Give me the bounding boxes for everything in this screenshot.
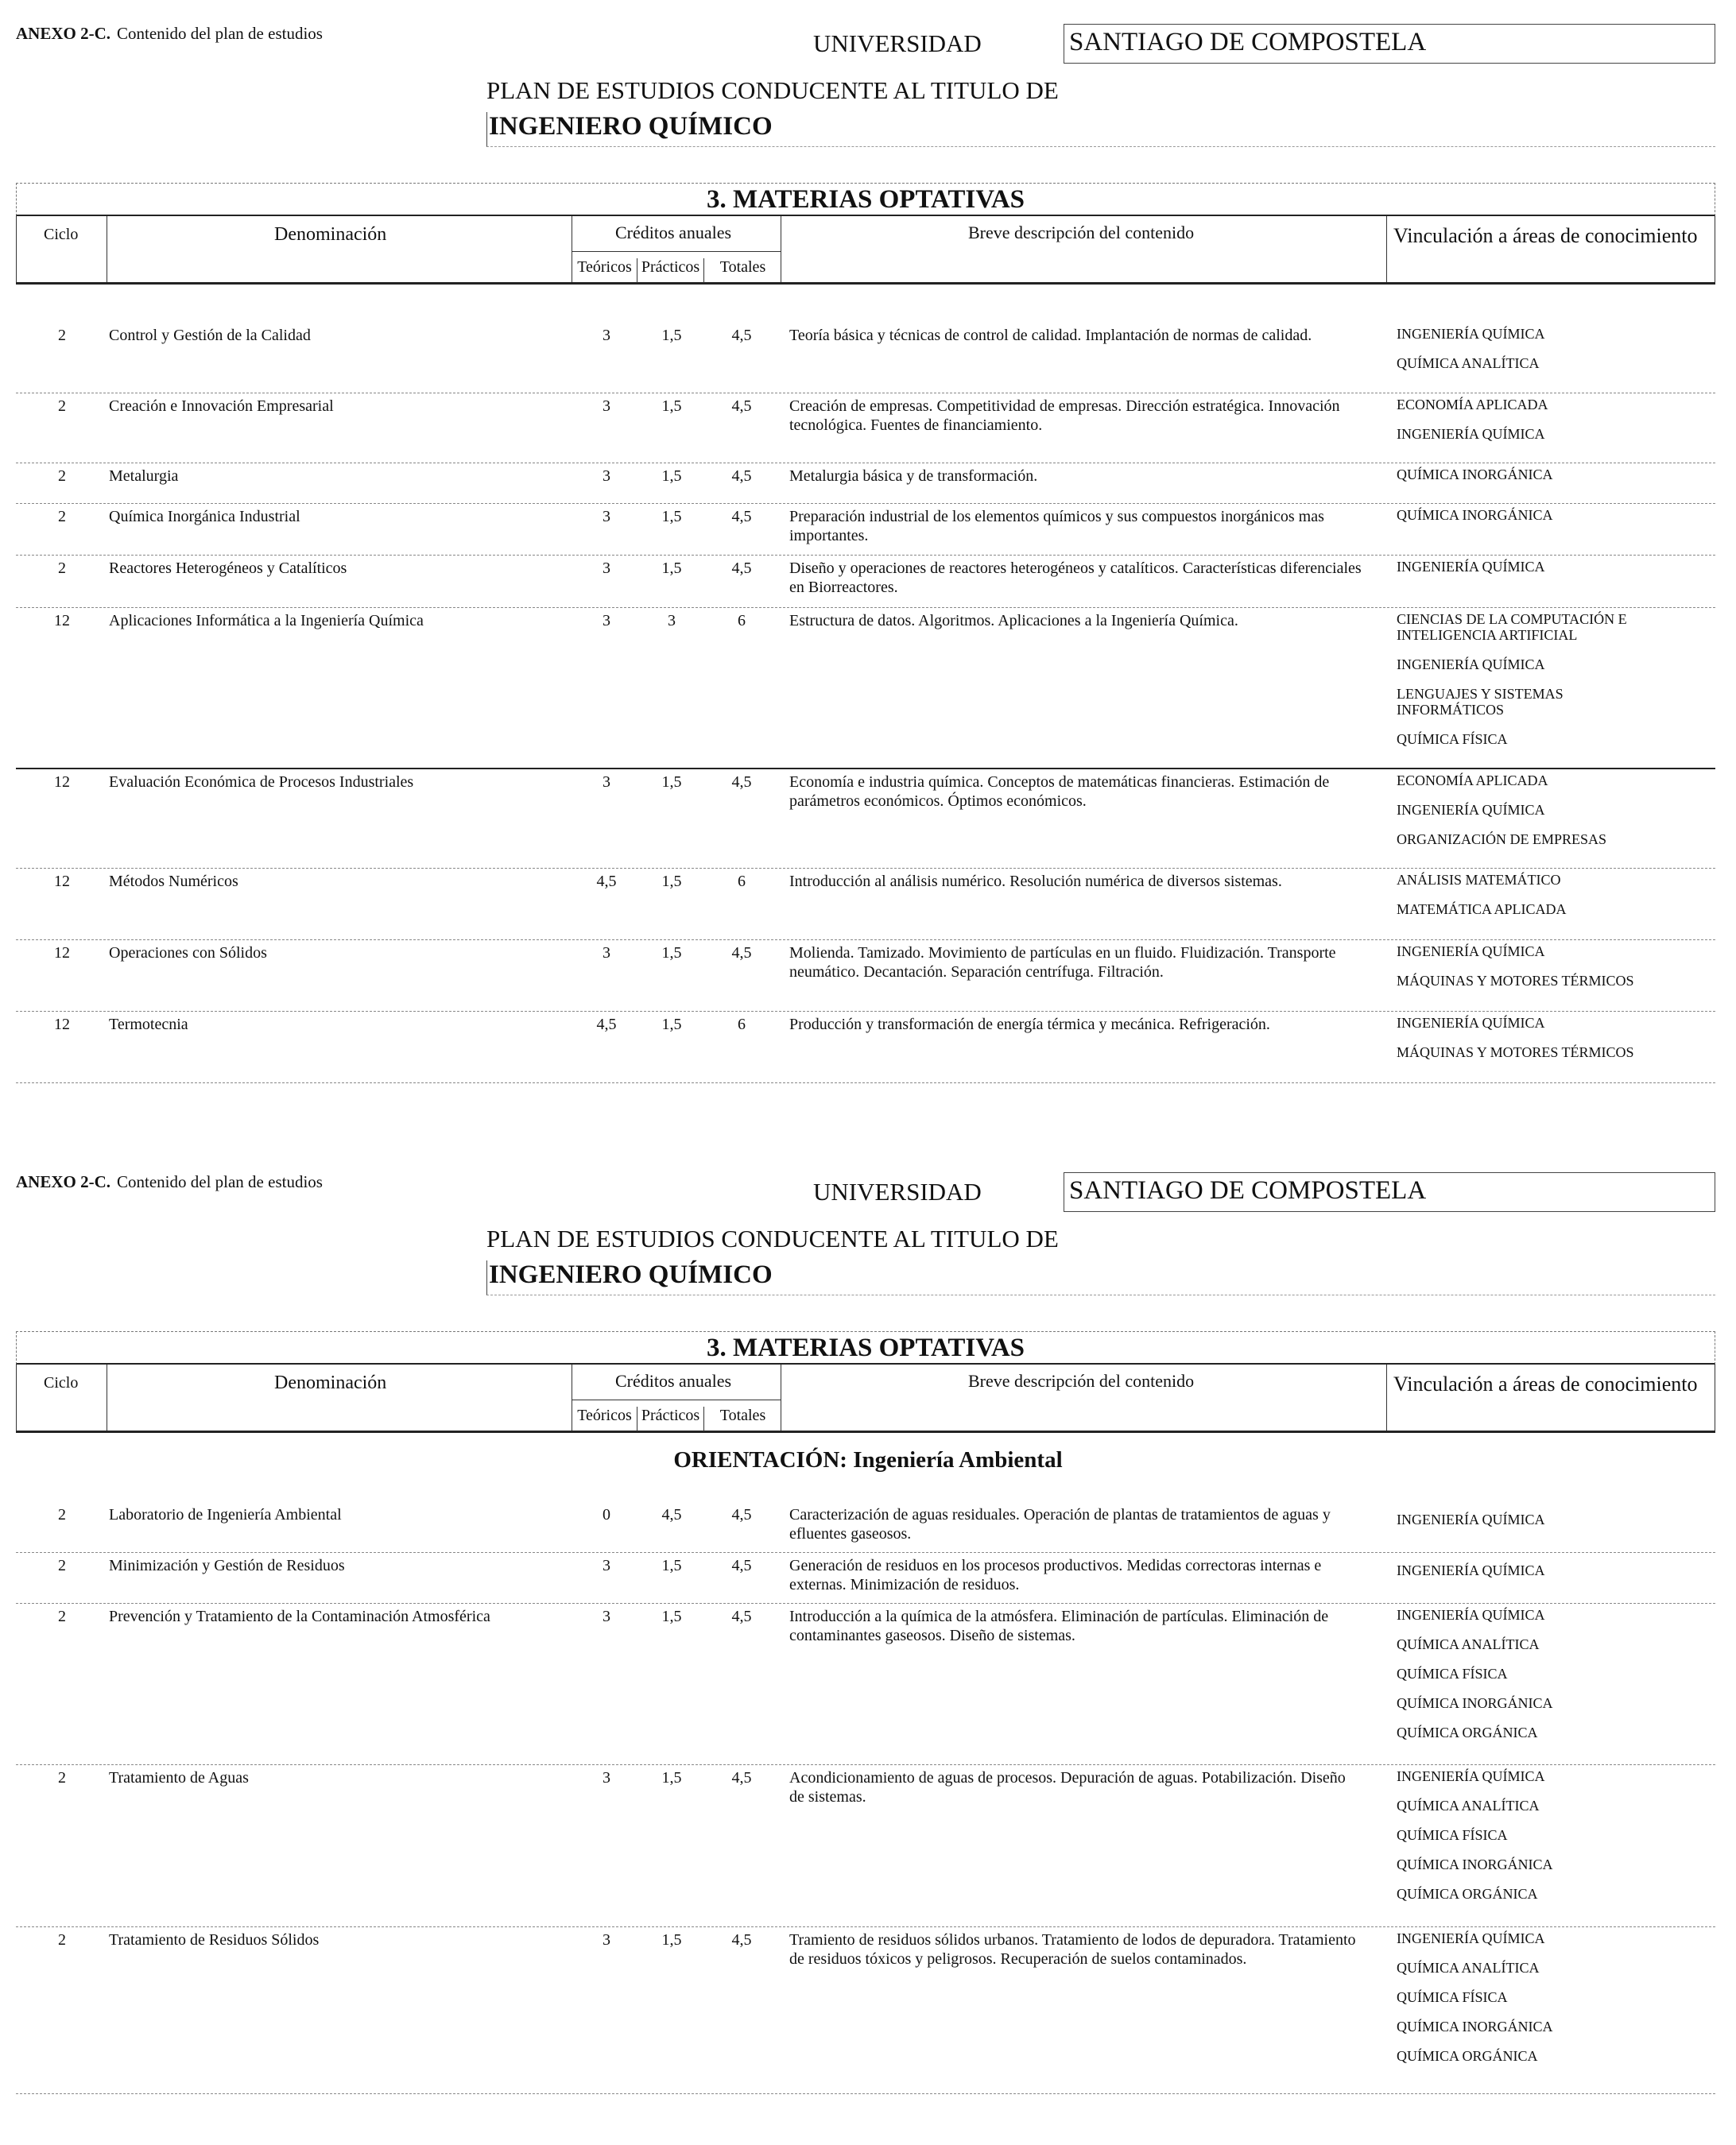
row-practicos: 1,5 [661,1557,682,1574]
area-item: INGENIERÍA QUÍMICA [1397,1562,1545,1578]
header-practicos: Prácticos [637,1407,704,1431]
row-ciclo: 2 [58,1506,66,1524]
table-header [16,1365,1715,1433]
area-item: QUÍMICA INORGÁNICA [1397,1695,1553,1711]
row-totales: 4,5 [731,773,752,791]
row-areas [1397,872,1715,931]
area-item: QUÍMICA INORGÁNICA [1397,1857,1553,1872]
row-totales: 6 [738,612,746,629]
row-teoricos: 4,5 [596,873,617,890]
row-practicos: 1,5 [661,1016,682,1033]
titulo-value: INGENIERO QUÍMICO [486,112,1715,147]
row-descripcion: Tramiento de residuos sólidos urbanos. Tratamiento de lodos de depuradora. Tratamiento de residuos tóxicos y peligrosos. Recuperación de suelos contaminados. [789,1931,1356,1968]
plan-label: PLAN DE ESTUDIOS CONDUCENTE AL TITULO DE [486,1225,1059,1253]
area-item: QUÍMICA INORGÁNICA [1397,467,1553,482]
area-item: ECONOMÍA APLICADA [1397,772,1548,788]
row-denominacion: Aplicaciones Informática a la Ingeniería Química [109,612,424,629]
area-item: QUÍMICA FÍSICA [1397,1827,1508,1843]
row-teoricos: 0 [603,1506,610,1524]
row-practicos: 1,5 [661,327,682,344]
row-teoricos: 3 [603,467,610,485]
row-practicos: 1,5 [661,873,682,890]
header-denominacion: Denominación [274,1373,387,1393]
row-areas [1397,467,1715,496]
row-teoricos: 4,5 [596,1016,617,1033]
plan-label: PLAN DE ESTUDIOS CONDUCENTE AL TITULO DE [486,76,1059,104]
row-descripcion: Economía e industria química. Conceptos de matemáticas financieras. Estimación de parámetros económicos. Óptimos económicos. [789,773,1330,810]
area-item: INGENIERÍA QUÍMICA [1397,326,1545,342]
table-row [16,869,1715,940]
header-totales: Totales [719,1407,766,1424]
col-creditos [572,216,781,282]
row-denominacion: Control y Gestión de la Calidad [109,327,311,344]
row-teoricos: 3 [603,327,610,344]
area-item: QUÍMICA ANALÍTICA [1397,355,1540,371]
col-descripcion [781,1365,1387,1431]
row-teoricos: 3 [603,944,610,962]
row-ciclo: 12 [54,1016,70,1033]
row-teoricos: 3 [603,1769,610,1787]
anexo-text: Contenido del plan de estudios [117,1172,323,1191]
row-areas [1397,559,1715,588]
row-descripcion: Introducción al análisis numérico. Resolución numérica de diversos sistemas. [789,873,1282,890]
anexo-header [16,24,323,44]
area-item: INGENIERÍA QUÍMICA [1397,802,1545,818]
row-areas [1397,326,1715,385]
row-practicos: 1,5 [661,1608,682,1625]
row-totales: 4,5 [731,559,752,577]
area-item: INGENIERÍA QUÍMICA [1397,1512,1545,1527]
area-item: QUÍMICA INORGÁNICA [1397,507,1553,523]
row-totales: 4,5 [731,1557,752,1574]
row-areas [1397,1505,1715,1541]
header-descripcion: Breve descripción del contenido [968,1371,1195,1391]
universidad-label: UNIVERSIDAD [813,1178,982,1206]
header-vinculacion: Vinculación a áreas de conocimiento [1393,1373,1698,1396]
row-ciclo: 2 [58,1769,66,1787]
row-practicos: 1,5 [661,773,682,791]
area-item: MATEMÁTICA APLICADA [1397,901,1567,917]
area-item: QUÍMICA ORGÁNICA [1397,2048,1538,2064]
row-denominacion: Termotecnia [109,1016,188,1033]
creditos-subheader [572,1400,781,1431]
row-descripcion: Caracterización de aguas residuales. Operación de plantas de tratamientos de aguas y efluentes gaseosos. [789,1506,1331,1543]
row-denominacion: Minimización y Gestión de Residuos [109,1557,345,1574]
header-teoricos: Teóricos [572,258,637,283]
anexo-label: ANEXO 2-C. [16,24,110,43]
area-item: MÁQUINAS Y MOTORES TÉRMICOS [1397,973,1634,989]
row-teoricos: 3 [603,773,610,791]
row-totales: 4,5 [731,1506,752,1524]
area-item: QUÍMICA ORGÁNICA [1397,1886,1538,1902]
area-item: QUÍMICA ANALÍTICA [1397,1960,1540,1976]
section-title: 3. MATERIAS OPTATIVAS [16,183,1715,216]
table-row [16,608,1715,769]
table-row [16,463,1715,504]
area-item: INGENIERÍA QUÍMICA [1397,1930,1545,1946]
col-denominacion [107,1365,572,1431]
table-header [16,216,1715,285]
area-item: INGENIERÍA QUÍMICA [1397,426,1545,442]
header-teoricos: Teóricos [572,1407,637,1431]
area-item: INGENIERÍA QUÍMICA [1397,1768,1545,1784]
row-totales: 4,5 [731,1931,752,1949]
area-item: QUÍMICA ANALÍTICA [1397,1636,1540,1652]
col-ciclo [16,216,107,282]
row-teoricos: 3 [603,1931,610,1949]
row-descripcion: Estructura de datos. Algoritmos. Aplicaciones a la Ingeniería Química. [789,612,1238,629]
anexo-label: ANEXO 2-C. [16,1172,110,1191]
table-row [16,504,1715,556]
row-teoricos: 3 [603,559,610,577]
row-practicos: 4,5 [661,1506,682,1524]
row-ciclo: 2 [58,1557,66,1574]
row-totales: 6 [738,1016,746,1033]
row-ciclo: 2 [58,467,66,485]
row-totales: 6 [738,873,746,890]
row-areas [1397,507,1715,536]
row-totales: 4,5 [731,944,752,962]
table-row [16,1604,1715,1765]
row-descripcion: Producción y transformación de energía térmica y mecánica. Refrigeración. [789,1016,1270,1033]
creditos-subheader [572,251,781,283]
row-denominacion: Química Inorgánica Industrial [109,508,300,525]
header-denominacion: Denominación [274,224,387,245]
row-ciclo: 2 [58,327,66,344]
table-row [16,940,1715,1012]
anexo-header [16,1172,323,1192]
table-row [16,769,1715,869]
header-vinculacion: Vinculación a áreas de conocimiento [1393,224,1698,247]
area-item: LENGUAJES Y SISTEMAS INFORMÁTICOS [1397,686,1564,718]
orientacion-heading: ORIENTACIÓN: Ingeniería Ambiental [673,1447,1063,1473]
row-descripcion: Creación de empresas. Competitividad de empresas. Dirección estratégica. Innovación tecnológica. Fuentes de financiamiento. [789,397,1340,434]
row-denominacion: Prevención y Tratamiento de la Contaminación Atmosférica [109,1608,490,1625]
row-ciclo: 2 [58,1608,66,1625]
universidad-value: SANTIAGO DE COMPOSTELA [1064,1172,1715,1212]
section-title: 3. MATERIAS OPTATIVAS [16,1331,1715,1365]
row-denominacion: Operaciones con Sólidos [109,944,267,962]
row-practicos: 1,5 [661,944,682,962]
row-teoricos: 3 [603,612,610,629]
row-areas [1397,772,1715,861]
row-totales: 4,5 [731,1769,752,1787]
row-denominacion: Tratamiento de Residuos Sólidos [109,1931,320,1949]
row-descripcion: Diseño y operaciones de reactores heterogéneos y catalíticos. Características diferenciales en Biorreactores. [789,559,1362,596]
row-practicos: 3 [668,612,676,629]
table-row [16,323,1715,393]
row-denominacion: Metalurgia [109,467,179,485]
row-areas [1397,1768,1715,1915]
row-areas [1397,943,1715,1002]
area-item: INGENIERÍA QUÍMICA [1397,559,1545,575]
table-row [16,1553,1715,1604]
area-item: QUÍMICA FÍSICA [1397,1989,1508,2005]
row-totales: 4,5 [731,1608,752,1625]
col-ciclo [16,1365,107,1431]
header-ciclo: Ciclo [44,226,79,243]
row-descripcion: Teoría básica y técnicas de control de calidad. Implantación de normas de calidad. [789,327,1312,344]
area-item: QUÍMICA FÍSICA [1397,731,1508,747]
col-descripcion [781,216,1387,282]
row-areas [1397,611,1715,761]
row-descripcion: Generación de residuos en los procesos productivos. Medidas correctoras internas e externas. Minimización de residuos. [789,1557,1322,1593]
row-ciclo: 12 [54,773,70,791]
area-item: QUÍMICA ANALÍTICA [1397,1798,1540,1814]
row-descripcion: Metalurgia básica y de transformación. [789,467,1038,485]
row-totales: 4,5 [731,397,752,415]
header-creditos: Créditos anuales [615,1371,732,1391]
area-item: QUÍMICA FÍSICA [1397,1666,1508,1682]
row-teoricos: 3 [603,397,610,415]
row-ciclo: 2 [58,559,66,577]
row-ciclo: 12 [54,873,70,890]
table-row [16,393,1715,463]
col-creditos [572,1365,781,1431]
table-row [16,1502,1715,1553]
header-descripcion: Breve descripción del contenido [968,223,1195,242]
row-areas [1397,1556,1715,1592]
row-areas [1397,397,1715,455]
row-teoricos: 3 [603,1557,610,1574]
row-practicos: 1,5 [661,559,682,577]
area-item: QUÍMICA ORGÁNICA [1397,1725,1538,1740]
row-practicos: 1,5 [661,1931,682,1949]
row-ciclo: 2 [58,1931,66,1949]
table-row [16,1927,1715,2094]
row-descripcion: Preparación industrial de los elementos químicos y sus compuestos inorgánicos mas importantes. [789,508,1324,544]
col-denominacion [107,216,572,282]
row-areas [1397,1607,1715,1754]
row-ciclo: 2 [58,397,66,415]
col-vinculacion [1387,1365,1715,1431]
area-item: QUÍMICA INORGÁNICA [1397,2019,1553,2035]
header-ciclo: Ciclo [44,1374,79,1392]
row-denominacion: Métodos Numéricos [109,873,238,890]
row-denominacion: Creación e Innovación Empresarial [109,397,334,415]
table-row [16,556,1715,608]
row-practicos: 1,5 [661,397,682,415]
row-areas [1397,1930,1715,2077]
area-item: INGENIERÍA QUÍMICA [1397,1607,1545,1623]
header-totales: Totales [719,258,766,276]
col-vinculacion [1387,216,1715,282]
row-totales: 4,5 [731,327,752,344]
universidad-label: UNIVERSIDAD [813,29,982,57]
anexo-text: Contenido del plan de estudios [117,24,323,43]
area-item: CIENCIAS DE LA COMPUTACIÓN E INTELIGENCIA ARTIFICIAL [1397,611,1627,643]
titulo-value: INGENIERO QUÍMICO [486,1260,1715,1295]
row-practicos: 1,5 [661,508,682,525]
row-teoricos: 3 [603,1608,610,1625]
area-item: INGENIERÍA QUÍMICA [1397,1015,1545,1031]
row-denominacion: Laboratorio de Ingeniería Ambiental [109,1506,342,1524]
row-totales: 4,5 [731,467,752,485]
row-teoricos: 3 [603,508,610,525]
row-denominacion: Reactores Heterogéneos y Catalíticos [109,559,347,577]
area-item: MÁQUINAS Y MOTORES TÉRMICOS [1397,1044,1634,1060]
header-creditos: Créditos anuales [615,223,732,242]
row-denominacion: Tratamiento de Aguas [109,1769,249,1787]
row-denominacion: Evaluación Económica de Procesos Industriales [109,773,414,791]
row-descripcion: Acondicionamiento de aguas de procesos. Depuración de aguas. Potabilización. Diseño de sistemas. [789,1769,1346,1806]
row-ciclo: 12 [54,612,70,629]
row-practicos: 1,5 [661,1769,682,1787]
row-descripcion: Molienda. Tamizado. Movimiento de partículas en un fluido. Fluidización. Transporte neumático. Decantación. Separación centrífuga. Filtración. [789,944,1336,981]
area-item: INGENIERÍA QUÍMICA [1397,943,1545,959]
row-totales: 4,5 [731,508,752,525]
row-descripcion: Introducción a la química de la atmósfera. Eliminación de partículas. Eliminación de contaminantes gaseosos. Diseño de sistemas. [789,1608,1329,1644]
row-practicos: 1,5 [661,467,682,485]
row-areas [1397,1015,1715,1074]
row-ciclo: 2 [58,508,66,525]
row-ciclo: 12 [54,944,70,962]
area-item: ANÁLISIS MATEMÁTICO [1397,872,1561,888]
header-practicos: Prácticos [637,258,704,283]
table-row [16,1765,1715,1927]
area-item: ORGANIZACIÓN DE EMPRESAS [1397,831,1607,847]
area-item: INGENIERÍA QUÍMICA [1397,656,1545,672]
area-item: ECONOMÍA APLICADA [1397,397,1548,412]
universidad-value: SANTIAGO DE COMPOSTELA [1064,24,1715,64]
table-row [16,1012,1715,1083]
